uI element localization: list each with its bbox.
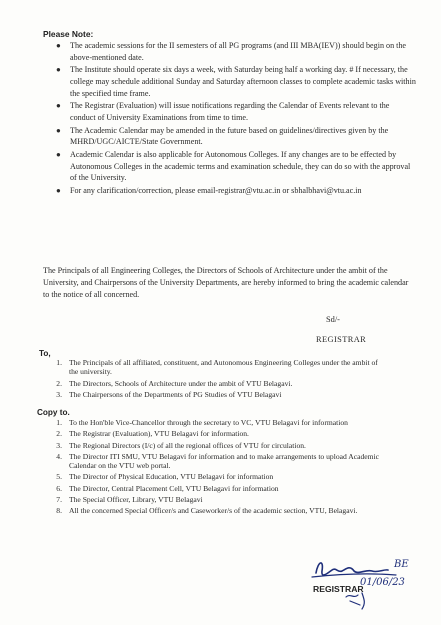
bullet-icon: ●	[56, 186, 61, 196]
item-text: The Director, Central Placement Cell, VTU Belagavi for information	[69, 483, 279, 493]
signature-date: 01/06/23	[360, 577, 405, 588]
item-number: 3.	[56, 390, 62, 400]
note-item	[56, 100, 416, 123]
item-number: 3.	[56, 440, 62, 450]
list-item	[44, 452, 389, 470]
list-item	[44, 418, 389, 427]
item-text: The Special Officer, Library, VTU Belagavi	[69, 494, 203, 504]
list-item	[44, 441, 389, 450]
list-item	[44, 390, 384, 399]
note-item	[56, 149, 416, 184]
list-item	[44, 472, 389, 481]
handwritten-signature	[310, 553, 430, 613]
bullet-icon: ●	[56, 125, 61, 135]
copy-to-list	[44, 418, 389, 518]
note-text: Academic Calendar is also applicable for Autonomous Colleges. If any changes are to be effected by Autonomous Colleges in the academic terms and examination schedule, they can do so with the approval of the University.	[70, 150, 411, 183]
note-text: The academic sessions for the II semesters of all PG programs (and III MBA(IEV)) should begin on the above-mentioned date.	[70, 41, 407, 62]
list-item	[44, 495, 389, 504]
item-text: All the concerned Special Officer/s and Caseworker/s of the academic section, VTU, Belagavi.	[69, 506, 358, 516]
note-text: The Academic Calendar may be amended in the future based on guidelines/directives given by the MHRD/UGC/AICTE/State Government.	[70, 125, 389, 147]
item-text: The Registrar (Evaluation), VTU Belagavi for information.	[69, 429, 249, 439]
item-text: The Director ITI SMU, VTU Belagavi for information and to make arrangements to upload Academic Calendar on the VTU web portal.	[69, 451, 380, 471]
please-note-heading: Please Note:	[43, 29, 94, 39]
signature-sd: Sd/-	[326, 315, 340, 324]
bullet-icon: ●	[56, 101, 61, 111]
note-item	[56, 125, 416, 148]
copy-to-label: Copy to.	[37, 408, 70, 417]
bullet-icon: ●	[56, 65, 61, 75]
signature-suffix: BE	[394, 559, 409, 570]
item-text: The Directors, Schools of Architecture under the ambit of VTU Belagavi.	[69, 378, 293, 388]
item-number: 1.	[56, 418, 62, 427]
note-text: The Registrar (Evaluation) will issue notifications regarding the Calendar of Events relevant to the conduct of University Examinations from time to time.	[70, 101, 390, 122]
list-item	[44, 358, 384, 376]
item-number: 7.	[56, 494, 62, 504]
principals-paragraph: The Principals of all Engineering Colleges, the Directors of Schools of Architecture under the ambit of the University, and Chairpersons of the University Departments, are hereby informed to bring the academic calendar to the notice of all concerned.	[43, 266, 409, 299]
item-text: The Principals of all affiliated, constituent, and Autonomous Engineering Colleges under the ambit of the university.	[69, 358, 378, 377]
list-item	[44, 506, 389, 515]
list-item	[44, 429, 389, 438]
registrar-label-top: REGISTRAR	[316, 335, 367, 344]
item-text: The Director of Physical Education, VTU Belagavi for information	[69, 472, 274, 482]
item-number: 2.	[56, 378, 62, 388]
item-number: 6.	[56, 483, 62, 493]
item-text: To the Hon'ble Vice-Chancellor through the secretary to VC, VTU Belagavi for information	[69, 418, 348, 427]
note-item	[56, 40, 416, 63]
item-text: The Regional Directors (I/c) of all the regional offices of VTU for circulation.	[69, 440, 306, 450]
bullet-icon: ●	[56, 150, 61, 160]
list-item	[44, 379, 384, 388]
item-number: 4.	[56, 451, 62, 461]
note-item	[56, 64, 416, 99]
note-text: For any clarification/correction, please email-registrar@vtu.ac.in or sbhalbhavi@vtu.ac.in	[70, 186, 362, 196]
item-number: 2.	[56, 429, 62, 439]
to-label: To,	[39, 349, 51, 358]
list-item	[44, 484, 389, 493]
item-number: 8.	[56, 506, 62, 516]
registrar-label-bottom: REGISTRAR	[313, 584, 364, 594]
notes-list	[56, 40, 416, 198]
item-number: 5.	[56, 472, 62, 482]
to-list	[44, 358, 384, 402]
note-text: The Institute should operate six days a week, with Saturday being half a working day. # If necessary, the college may schedule additional Sunday and Saturday afternoon classes to complete academic tasks within the specified time frame.	[70, 65, 416, 98]
item-text: The Chairpersons of the Departments of PG Studies of VTU Belagavi	[69, 390, 282, 400]
note-item	[56, 185, 416, 197]
item-number: 1.	[56, 358, 62, 367]
bullet-icon: ●	[56, 41, 61, 50]
